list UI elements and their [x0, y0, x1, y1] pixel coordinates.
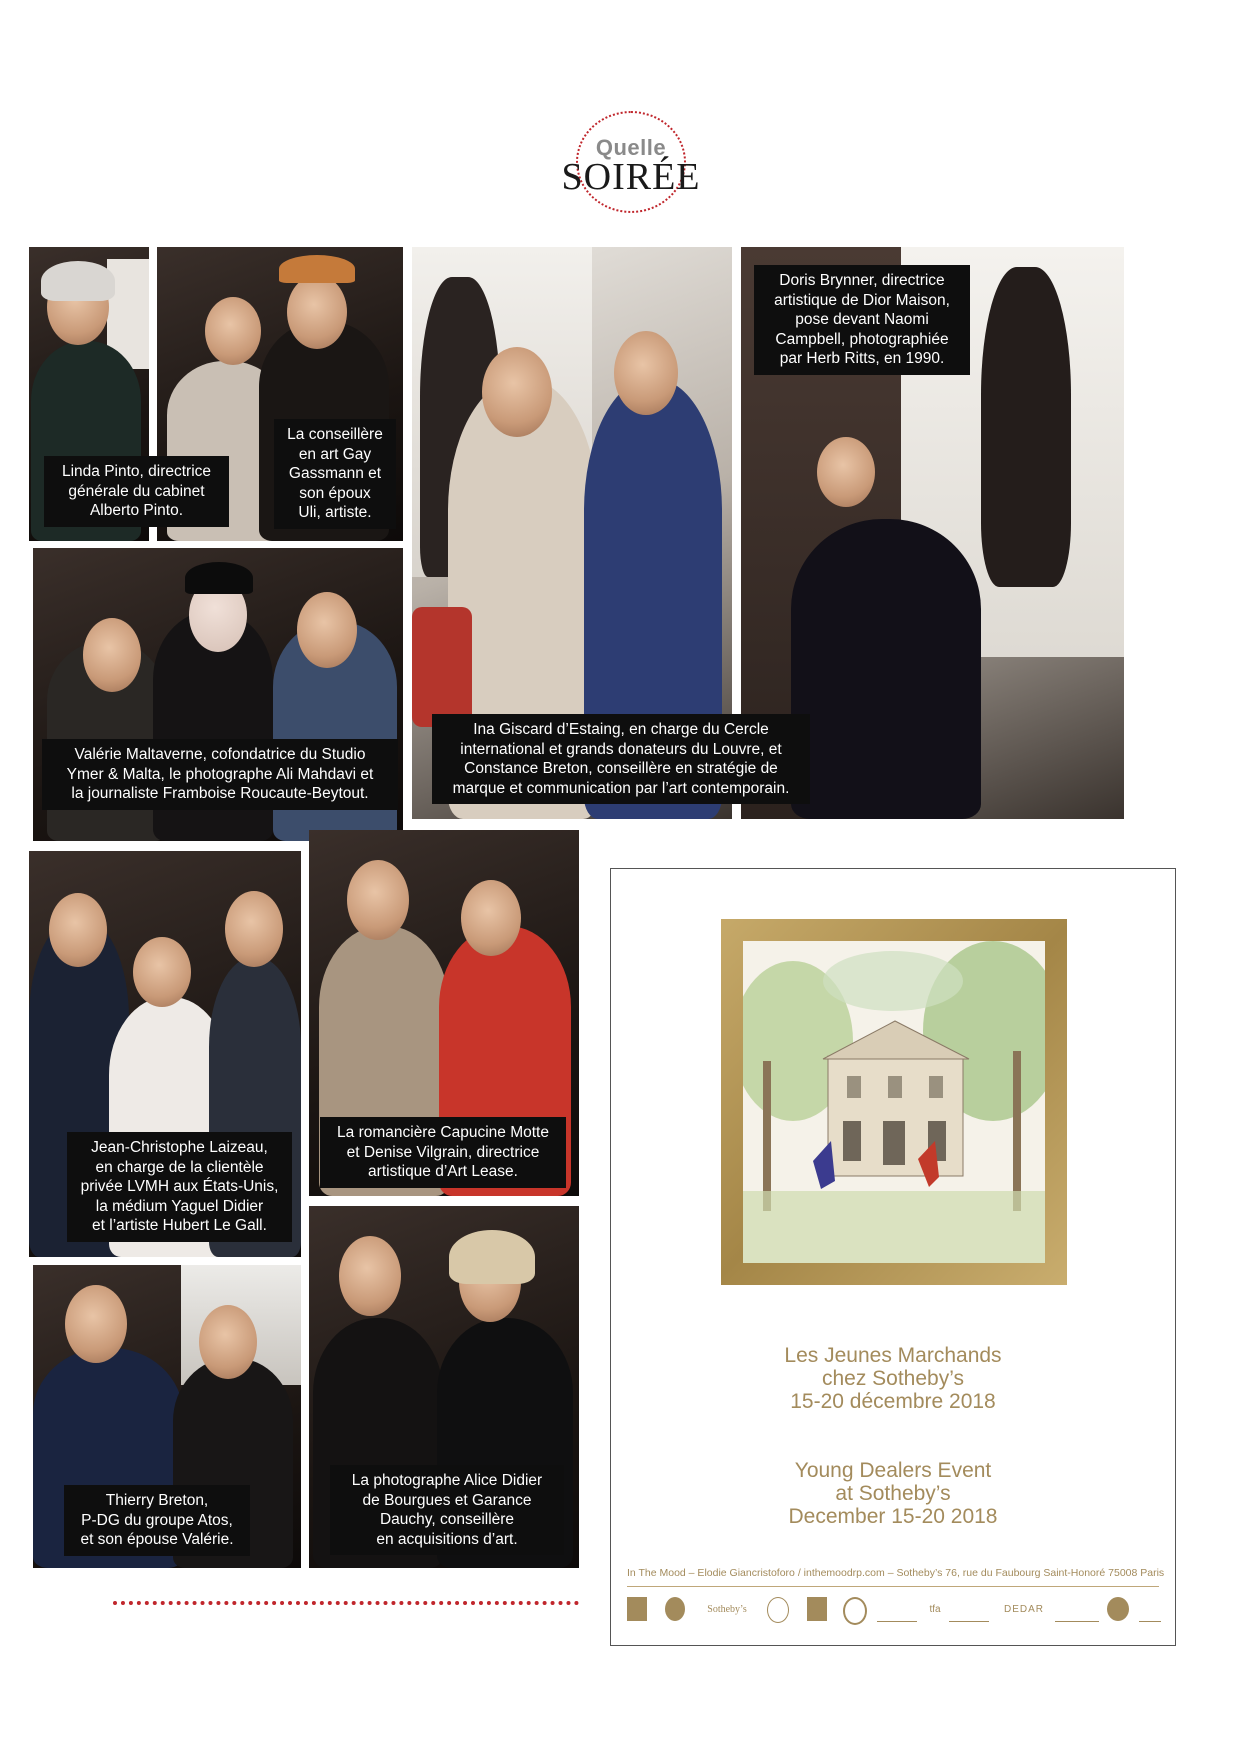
caption-line: La conseillère: [287, 426, 383, 443]
caption-line: et Denise Vilgrain, directrice: [346, 1143, 540, 1161]
ad-line: December 15-20 2018: [788, 1505, 998, 1528]
ad-line: 15-20 décembre 2018: [790, 1390, 996, 1413]
caption-line: la journaliste Framboise Roucaute-Beytout.: [71, 785, 369, 802]
caption-line: Doris Brynner, directrice: [779, 272, 945, 289]
caption-line: Thierry Breton,: [105, 1492, 209, 1509]
caption-line: Uli, artiste.: [298, 504, 372, 521]
watercolor-illustration: [743, 941, 1045, 1263]
caption-line: son époux: [299, 484, 371, 502]
person-head: [614, 331, 678, 415]
person-head: [199, 1305, 257, 1379]
caption-line: privée LVMH aux États-Unis,: [80, 1178, 279, 1195]
blonde-hair: [449, 1230, 535, 1284]
caption-line: Constance Breton, conseillère en stratégie de: [464, 760, 778, 777]
caption-line: artistique d’Art Lease.: [368, 1163, 518, 1180]
caption-line: de Bourgues et Garance: [362, 1491, 532, 1509]
person-head: [83, 618, 141, 692]
caption-ina-giscard: [432, 714, 810, 804]
caption-line: La romancière Capucine Motte: [337, 1124, 549, 1141]
dotted-divider: [113, 1601, 579, 1605]
watercolor-painting: [743, 941, 1045, 1263]
caption-doris-brynner: [754, 265, 970, 375]
caption-line: P-DG du groupe Atos,: [81, 1511, 233, 1529]
caption-line: en acquisitions d’art.: [376, 1530, 518, 1548]
artwork-figure: [981, 267, 1071, 587]
caption-jean-christophe-laizeau: [67, 1132, 292, 1242]
ad-text-french: [611, 1344, 1175, 1413]
person-head: [339, 1236, 401, 1316]
person-head: [205, 297, 261, 365]
caption-valerie-maltaverne: [42, 739, 398, 810]
black-hat: [185, 562, 253, 594]
caption-line: générale du cabinet: [68, 482, 205, 500]
ad-footer-credits: In The Mood – Elodie Giancristoforo / inthemoodrp.com – Sotheby’s 76, rue du Faubourg Saint-Honoré 75008 Paris: [627, 1567, 1165, 1579]
person-head: [287, 275, 347, 349]
caption-line: Ina Giscard d’Estaing, en charge du Cercle: [473, 721, 769, 738]
caption-line: Jean-Christophe Laizeau,: [91, 1139, 268, 1156]
person-head: [482, 347, 552, 437]
caption-line: en charge de la clientèle: [95, 1158, 264, 1176]
caption-line: Gassmann et: [288, 465, 382, 482]
ad-footer-rule: [627, 1586, 1159, 1587]
ad-text-english: [611, 1459, 1175, 1528]
sponsor-tfa: tfa: [929, 1603, 941, 1615]
caption-line: pose devant Naomi: [795, 311, 929, 328]
caption-line: Ymer & Malta, le photographe Ali Mahdavi et: [66, 765, 374, 783]
caption-line: Linda Pinto, directrice: [61, 463, 212, 480]
caption-line: en art Gay: [298, 445, 372, 463]
person-silhouette: [791, 519, 981, 819]
sponsor-logo-icon: [665, 1597, 685, 1621]
sothebys-advertisement: [610, 868, 1176, 1646]
straw-hat: [279, 255, 355, 283]
caption-line: Campbell, photographiée: [775, 330, 949, 348]
person-head: [817, 437, 875, 507]
sponsor-logo-icon: [767, 1597, 789, 1623]
sponsor-logo-icon: [807, 1597, 827, 1621]
sponsor-logo-icon: [1139, 1597, 1161, 1622]
logo-bottom-text: SOIRÉE: [561, 156, 701, 198]
person-head: [65, 1285, 127, 1363]
gold-frame: [721, 919, 1067, 1285]
quelle-soiree-logo: [561, 111, 701, 213]
caption-line: et l’artiste Hubert Le Gall.: [92, 1217, 267, 1234]
ad-line: chez Sotheby’s: [821, 1367, 965, 1390]
caption-linda-pinto: [44, 456, 229, 527]
sponsor-dedar: DEDAR: [1003, 1603, 1044, 1615]
sponsor-logo-icon: [1107, 1597, 1129, 1621]
person-head: [49, 893, 107, 967]
grey-hair: [41, 261, 115, 301]
ad-line: Young Dealers Event: [794, 1459, 992, 1482]
ad-line: at Sotheby’s: [835, 1482, 951, 1505]
person-head: [347, 860, 409, 940]
caption-gay-gassmann: [274, 419, 396, 529]
caption-line: artistique de Dior Maison,: [774, 291, 950, 309]
caption-line: marque et communication par l’art contemporain.: [452, 779, 790, 797]
caption-line: par Herb Ritts, en 1990.: [779, 350, 945, 367]
caption-alice-didier: [330, 1465, 564, 1555]
sponsor-logo-icon: [843, 1597, 867, 1625]
person-head: [297, 592, 357, 668]
caption-line: Alberto Pinto.: [89, 502, 184, 519]
sponsor-logo-icon: [877, 1597, 917, 1622]
person-head: [225, 891, 283, 967]
caption-thierry-breton: [64, 1485, 250, 1556]
sponsor-logo-icon: [1055, 1597, 1099, 1622]
sponsor-logo-icon: [949, 1597, 989, 1622]
sponsor-logos: [627, 1597, 1159, 1627]
sponsor-sothebys: Sotheby’s: [707, 1603, 747, 1615]
caption-line: La photographe Alice Didier: [351, 1472, 543, 1489]
caption-line: la médium Yaguel Didier: [95, 1197, 264, 1215]
sponsor-logo-icon: [627, 1597, 647, 1621]
logo-top-text: Quelle: [595, 135, 667, 160]
caption-line: Valérie Maltaverne, cofondatrice du Studio: [74, 746, 366, 763]
red-bag: [412, 607, 472, 727]
person-head: [133, 937, 191, 1007]
ad-line: Les Jeunes Marchands: [784, 1344, 1002, 1367]
caption-capucine-motte: [320, 1117, 566, 1188]
caption-line: Dauchy, conseillère: [379, 1511, 515, 1528]
caption-line: et son épouse Valérie.: [80, 1531, 234, 1548]
caption-line: international et grands donateurs du Louvre, et: [460, 740, 782, 758]
person-head: [461, 880, 521, 956]
